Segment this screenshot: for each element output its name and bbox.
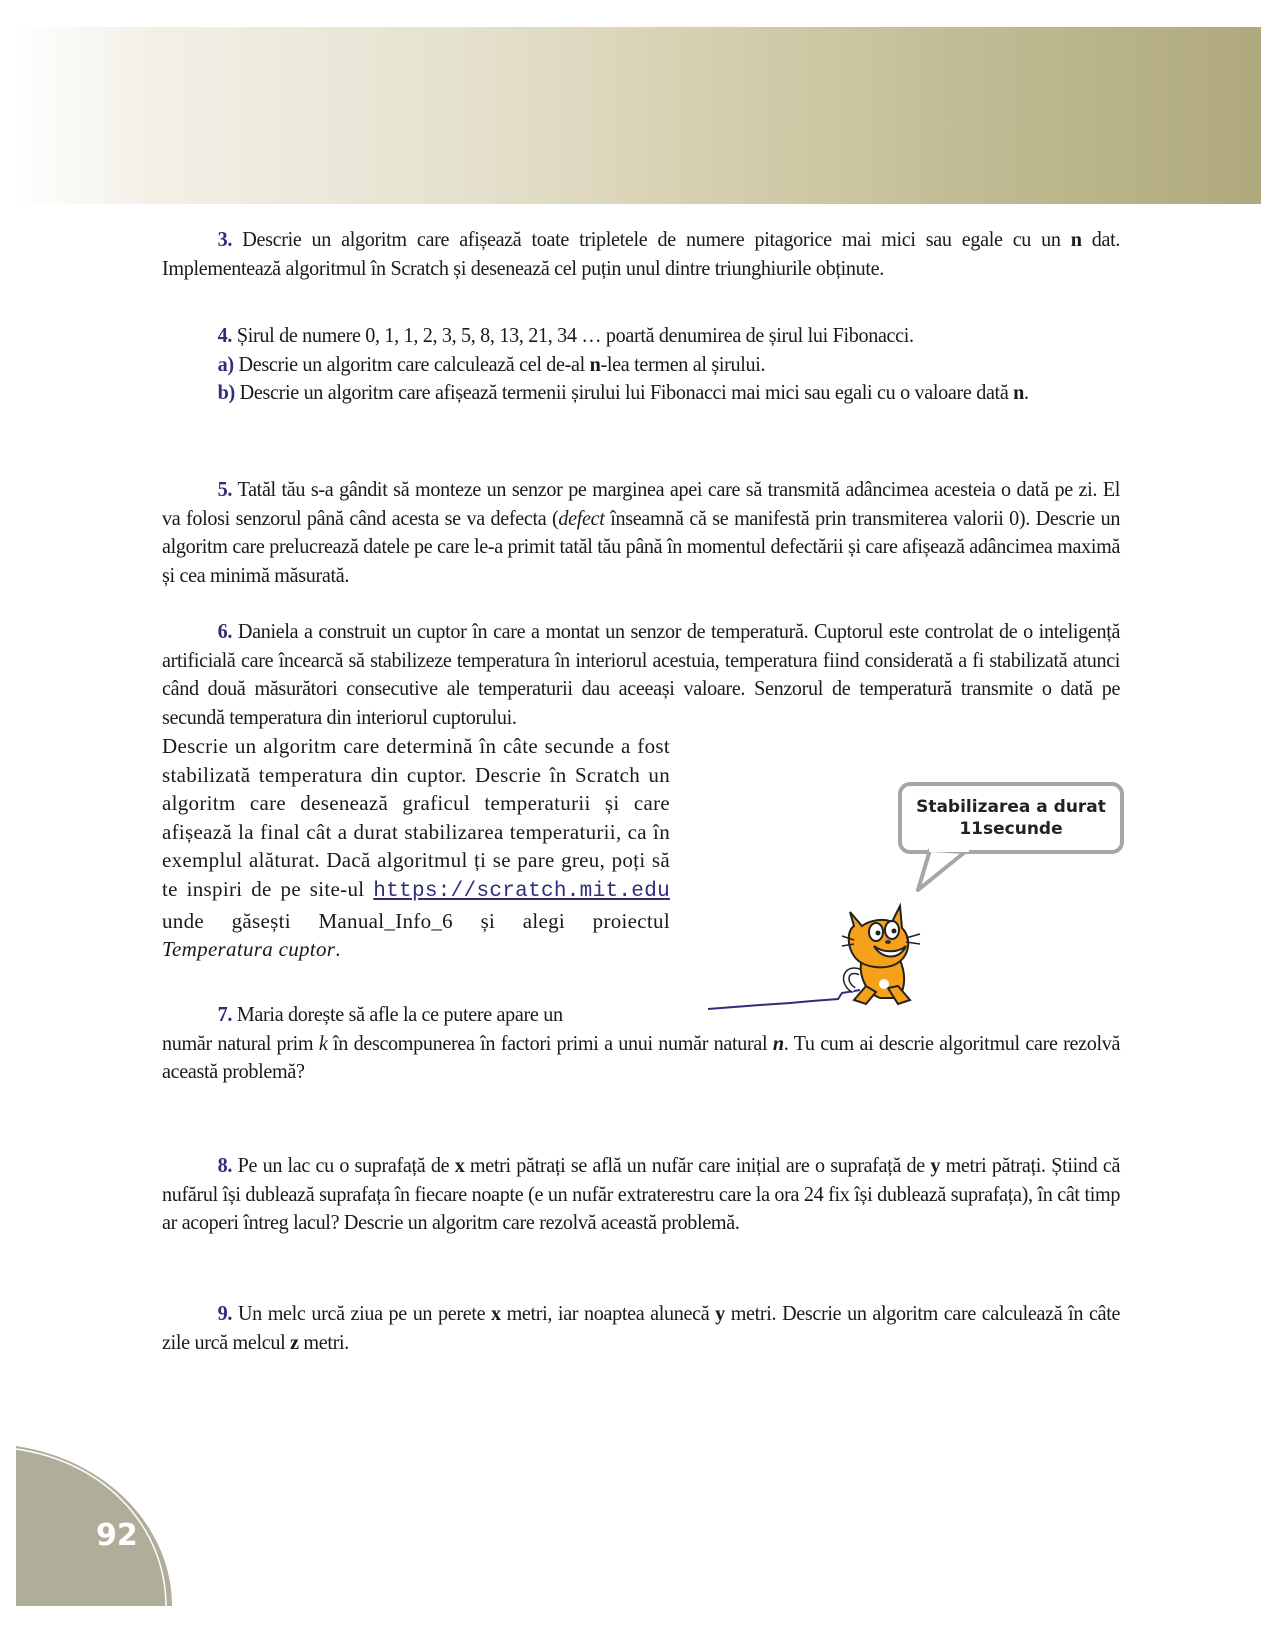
variable: k [318, 1030, 328, 1055]
exercise-number: 3. [217, 227, 233, 251]
italic-term: defect [558, 505, 605, 530]
exercise-text: . [1024, 380, 1029, 405]
temperature-graph-line [708, 990, 860, 1009]
exercise-text: Descrie un algoritm care calculează cel de-al [233, 351, 590, 376]
exercise-text: -lea termen al șirului. [600, 351, 766, 376]
subpoint-label: a) [217, 351, 234, 376]
subpoint-label: b) [217, 380, 235, 405]
scratch-link[interactable]: https://scratch.mit.edu [373, 879, 670, 903]
exercise-text: Descrie un algoritm care determină în câte secunde a fost stabilizată temperatura din cuptor. Descrie în Scratch un algoritm care desenează graficul temperaturii și care afișează la final cât a durat stabilizarea temperaturii, ca în exemplul alăturat. Dacă algoritmul ți se pare greu, poți să te inspiri de pe site-ul [162, 734, 670, 901]
variable: n [589, 351, 601, 376]
variable: n [772, 1030, 784, 1055]
exercise-number: 5. [217, 477, 233, 501]
page-corner-shape [16, 1446, 172, 1606]
speech-line-2: 11secunde [959, 819, 1063, 839]
exercise-number: 4. [217, 323, 233, 347]
scratch-cat-icon [842, 906, 920, 1004]
exercise-text: număr natural prim [162, 1030, 319, 1055]
exercise-text: Șirul de numere 0, 1, 1, 2, 3, 5, 8, 13, 21, 34 … poartă denumirea de șirul lui Fibonacci. [232, 323, 914, 347]
exercise-text: . Tu cum ai descrie algoritmul care rezolvă această problemă? [162, 1030, 1121, 1084]
variable: y [715, 1301, 725, 1325]
exercise-text: Descrie un algoritm care afișează termenii șirului lui Fibonacci mai mici sau egali cu o valoare dată [234, 380, 1014, 405]
exercise-text: . [335, 937, 341, 962]
variable: x [454, 1153, 465, 1177]
exercise-text: Un melc urcă ziua pe un perete [232, 1301, 492, 1325]
exercise-text: în descompunerea în factori primi a unui număr natural [327, 1030, 773, 1055]
page-number: 92 [96, 1518, 138, 1553]
exercise-text: Pe un lac cu o suprafață de [232, 1153, 455, 1177]
speech-line-1: Stabilizarea a durat [916, 797, 1106, 817]
exercise-text: metri pătrați se află un nufăr care inițial are o suprafață de [464, 1153, 931, 1177]
exercise-text: unde găsești Manual_Info_6 și alegi proiectul [162, 908, 670, 933]
exercise-number: 8. [217, 1153, 233, 1177]
exercise-text: Maria dorește să afle la ce putere apare un [232, 1002, 563, 1026]
speech-tail [918, 850, 965, 890]
exercise-number: 7. [217, 1002, 233, 1026]
exercise-text: dat. Implementează algoritmul în Scratch și desenează cel puțin unul dintre triunghiurile obținute. [162, 227, 1121, 280]
project-name: Temperatura cuptor [162, 937, 336, 962]
exercise-number: 9. [217, 1301, 233, 1325]
variable: n [1070, 227, 1082, 251]
variable: z [290, 1329, 299, 1354]
exercise-text: Daniela a construit un cuptor în care a montat un senzor de temperatură. Cuptorul este controlat de o inteligență artificială care încearcă să stabilizeze temperatura în interiorul acestuia, temperatura fiind considerată a fi stabilizată atunci când două măsurători consecutive ale temperaturii dau aceeași valoare. Senzorul de temperatură transmite o dată pe secundă temperatura din interiorul cuptorului. [162, 619, 1121, 729]
exercise-text: înseamnă că se manifestă prin transmiterea valorii 0). Descrie un algoritm care prelucrează datele pe care le-a primit tatăl tău până în momentul defectării și care afișează adâncimea maximă și cea minimă măsurată. [162, 505, 1121, 587]
exercise-number: 6. [217, 619, 233, 643]
variable: y [930, 1153, 941, 1177]
exercise-text: metri. Descrie un algoritm care calculează în câte zile urcă melcul [162, 1301, 1121, 1354]
exercise-text: Tatăl tău s-a gândit să monteze un senzor pe marginea apei care să transmită adâncimea acesteia o dată pe zi. El va folosi senzorul până când acesta se va defecta ( [162, 477, 1121, 530]
exercise-text: metri pătrați. Știind că nufărul își dublează suprafața în fiecare noapte (e un nufăr extraterestru care la ora 24 fix își dublează suprafața), în cât timp ar acoperi întreg lacul? Descrie un algoritm care rezolvă această problemă. [162, 1153, 1121, 1235]
exercise-text: metri, iar noaptea alunecă [500, 1301, 716, 1325]
variable: n [1013, 380, 1025, 405]
exercise-text: metri. [298, 1329, 349, 1354]
exercise-text: Descrie un algoritm care afișează toate tripletele de numere pitagorice mai mici sau egale cu un [232, 227, 1071, 251]
variable: x [491, 1301, 501, 1325]
